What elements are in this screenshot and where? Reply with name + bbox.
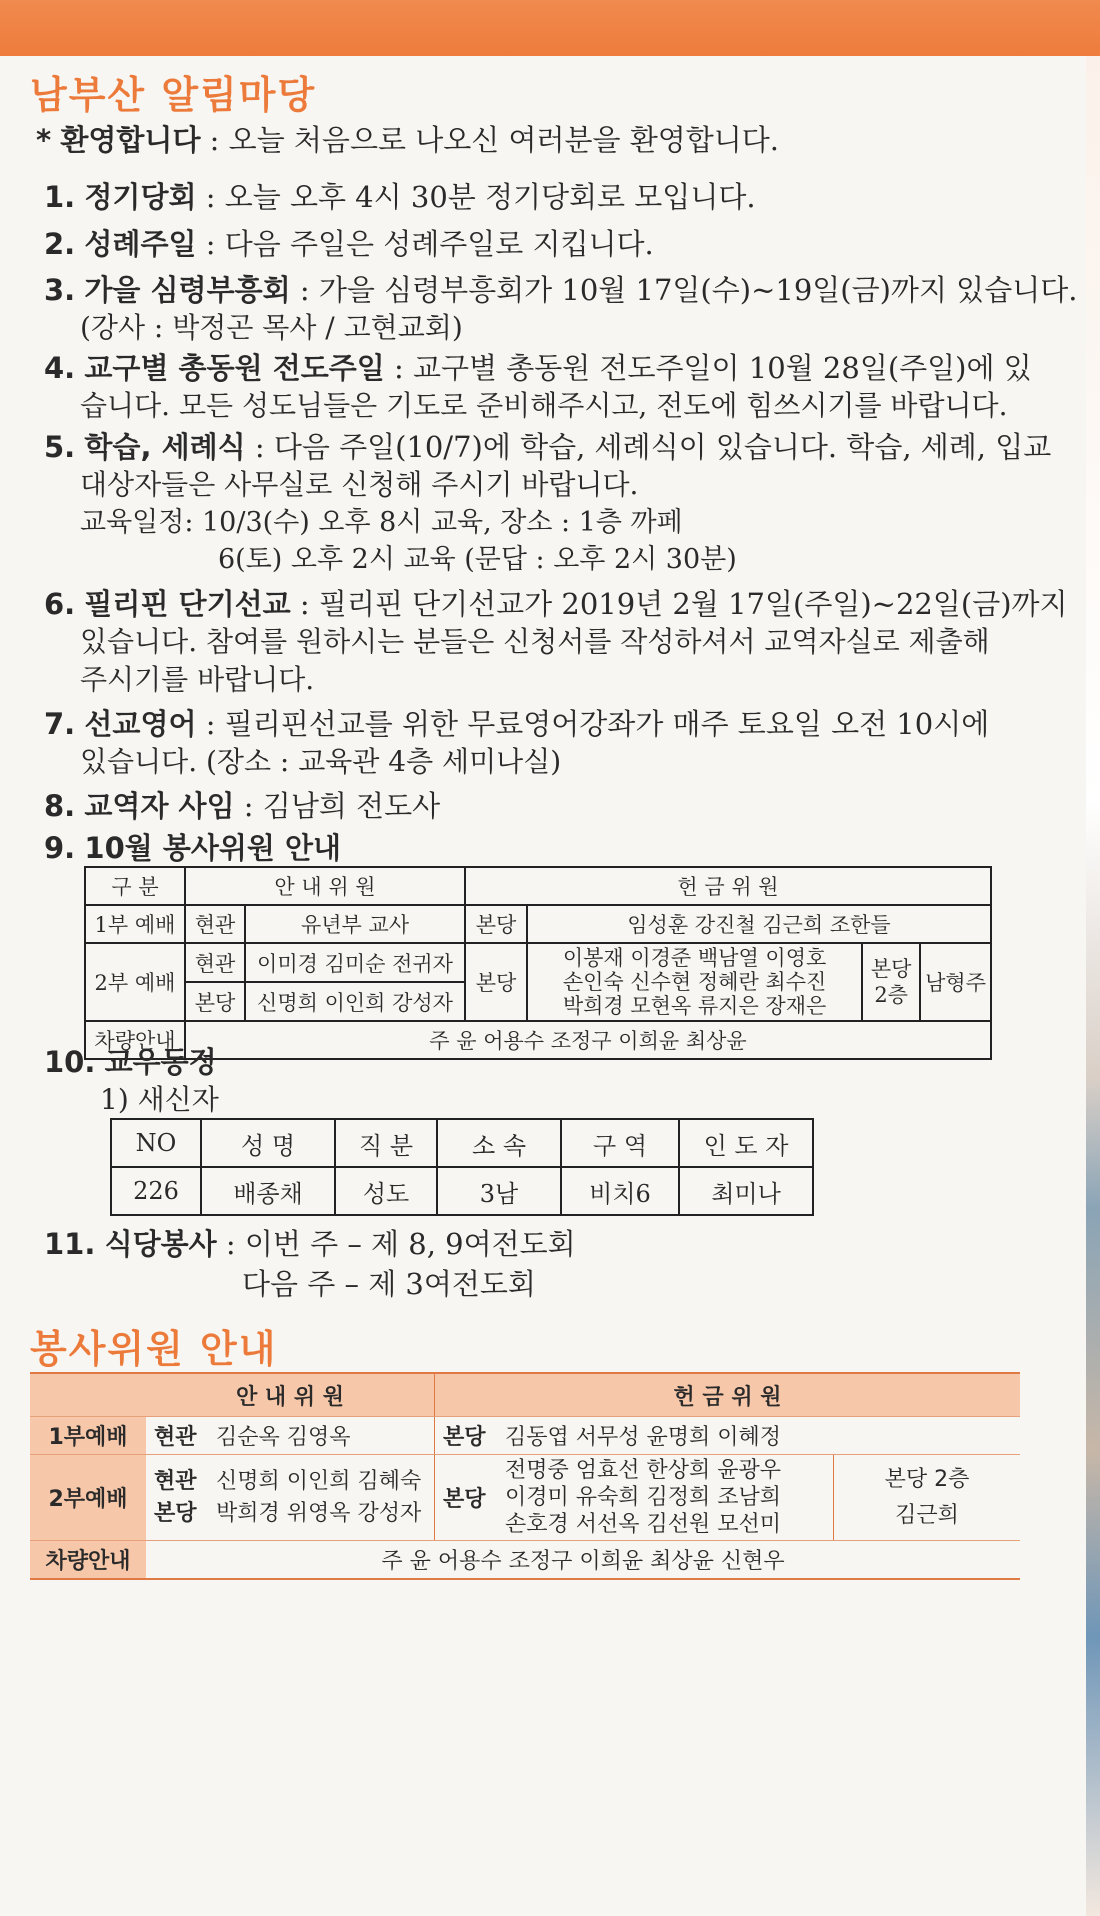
october-volunteer-table: 구 분 안 내 위 원 헌 금 위 원 1부 예배 현관 유년부 교사 본당 임성훈 강진철 김근희 조한들 2부 예배 현관 이미경 김미순 전귀자 본당 이봉재 이경준 백남열 이영호 손인숙 신수현 정혜란 최수진 박희경 모현옥 류지은 장재은 본당 2층 남형주 본당 신명희 이인희 강성자 차량안내 주 윤 어용수 조정구 이희윤 최상윤 bbox=[84, 866, 992, 1060]
service-col-offering: 헌 금 위 원 bbox=[435, 1373, 1021, 1417]
notice-item-2: 2. 성례주일 : 다음 주일은 성례주일로 지킵니다. bbox=[44, 227, 654, 261]
cover-photo-edge bbox=[1086, 56, 1100, 1916]
notice-item-9: 9. 10월 봉사위원 안내 bbox=[44, 831, 342, 865]
notice-item-7-line2: 있습니다. (장소 : 교육관 4층 세미나실) bbox=[80, 745, 562, 778]
notice-item-8: 8. 교역자 사임 : 김남희 전도사 bbox=[44, 789, 441, 823]
col-offering: 헌 금 위 원 bbox=[465, 867, 991, 905]
service-col-guide: 안 내 위 원 bbox=[146, 1373, 435, 1417]
welcome-label: 환영합니다 bbox=[60, 123, 201, 157]
notice-item-11: 11. 식당봉사 : 이번 주 – 제 8, 9여전도회 bbox=[44, 1227, 576, 1261]
row-vehicle: 차량안내 bbox=[85, 1021, 185, 1059]
notice-item-6-line3: 주시기를 바랍니다. bbox=[80, 663, 315, 696]
notice-item-1: 1. 정기당회 : 오늘 오후 4시 30분 정기당회로 모입니다. bbox=[44, 180, 756, 214]
notice-item-5: 5. 학습, 세례식 : 다음 주일(10/7)에 학습, 세례식이 있습니다. 학습, 세례, 입교 bbox=[44, 430, 1052, 464]
top-banner bbox=[0, 0, 1100, 56]
notice-item-7: 7. 선교영어 : 필리핀선교를 위한 무료영어강좌가 매주 토요일 오전 10시에 bbox=[44, 707, 990, 741]
notice-item-3: 3. 가을 심령부흥회 : 가을 심령부흥회가 10월 17일(수)~19일(금)까지 있습니다. bbox=[44, 273, 1078, 307]
page-title: 남부산 알림마당 bbox=[30, 73, 317, 117]
service-row-second: 2부예배 bbox=[30, 1455, 146, 1541]
kitchen-next-week: 다음 주 – 제 3여전도회 bbox=[242, 1267, 536, 1301]
offering-names-block: 이봉재 이경준 백남열 이영호 손인숙 신수현 정혜란 최수진 박희경 모현옥 류지은 장재은 bbox=[527, 943, 862, 1021]
notice-item-3-line2: (강사 : 박정곤 목사 / 고현교회) bbox=[80, 311, 463, 344]
notice-item-6-line2: 있습니다. 참여를 원하시는 분들은 신청서를 작성하셔서 교역자실로 제출해 bbox=[80, 625, 990, 658]
row-second-service: 2부 예배 bbox=[85, 943, 185, 1021]
notice-item-4-line2: 습니다. 모든 성도님들은 기도로 준비해주시고, 전도에 힘쓰시기를 바랍니다. bbox=[80, 389, 1008, 422]
notice-item-5-line2: 대상자들은 사무실로 신청해 주시기 바랍니다. bbox=[80, 468, 639, 501]
service-section-title: 봉사위원 안내 bbox=[30, 1327, 278, 1371]
service-offering-names: 전명중 엄효선 한상희 윤광우 이경미 유숙희 김정희 조남희 손호경 서선옥 김선원 모선미 bbox=[497, 1455, 834, 1541]
new-member-table: NO 성 명 직 분 소 속 구 역 인 도 자 226 배종채 성도 3남 비치6 최미나 bbox=[110, 1118, 814, 1216]
table-row: 226 배종채 성도 3남 비치6 최미나 bbox=[111, 1167, 813, 1215]
row-first-service: 1부 예배 bbox=[85, 905, 185, 943]
service-row-vehicle: 차량안내 bbox=[30, 1541, 146, 1579]
notice-item-5-schedule: 교육일정: 10/3(수) 오후 8시 교육, 장소 : 1층 까페 bbox=[80, 507, 683, 538]
col-guide: 안 내 위 원 bbox=[185, 867, 465, 905]
notice-item-4: 4. 교구별 총동원 전도주일 : 교구별 총동원 전도주일이 10월 28일(주일)에 있 bbox=[44, 351, 1032, 385]
notice-item-6: 6. 필리핀 단기선교 : 필리핀 단기선교가 2019년 2월 17일(주일)~22일(금)까지 bbox=[44, 587, 1068, 621]
notice-item-5-schedule-2: 6(토) 오후 2시 교육 (문답 : 오후 2시 30분) bbox=[218, 544, 737, 575]
notice-item-10: 10. 교우동정 bbox=[44, 1045, 217, 1079]
service-row-first: 1부예배 bbox=[30, 1417, 146, 1455]
new-member-subtitle: 1) 새신자 bbox=[100, 1083, 219, 1116]
welcome-line: * 환영합니다 : 오늘 처음으로 나오신 여러분을 환영합니다. bbox=[36, 123, 780, 157]
welcome-text: : 오늘 처음으로 나오신 여러분을 환영합니다. bbox=[200, 123, 780, 157]
col-division: 구 분 bbox=[85, 867, 185, 905]
service-volunteer-table: 안 내 위 원 헌 금 위 원 1부예배 현관 김순옥 김영옥 본당 김동엽 서무성 윤명희 이혜정 2부예배 현관 본당 신명희 이인희 김혜숙 박희경 위영옥 강성자 본당 전명중 엄효선 한상희 윤광우 이경미 유숙희 김정희 조남희 손호경 서선옥 김선원 모선미 본당 2층 김근희 차량안내 주 윤 어용수 조정구 이희윤 최상윤 신현우 bbox=[30, 1372, 1020, 1580]
